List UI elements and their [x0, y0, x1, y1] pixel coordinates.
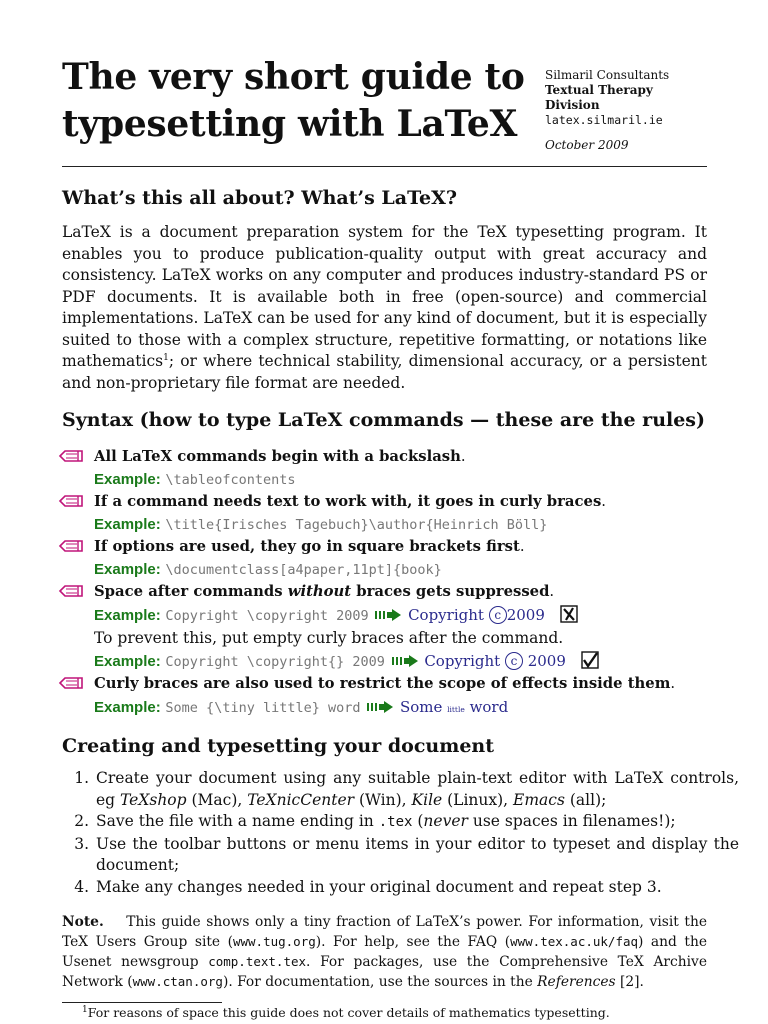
- newsgroup-link[interactable]: comp.text.tex: [208, 954, 307, 969]
- pencil-icon: [58, 539, 86, 553]
- prevent-note: To prevent this, put empty curly braces after the command.: [94, 629, 564, 647]
- page-title: The very short guide to typesetting with LaTeX: [62, 56, 525, 145]
- example-result: Some little word: [399, 697, 509, 716]
- division-name: Textual Therapy Division: [545, 83, 653, 112]
- steps-list: [62, 768, 739, 898]
- syntax-rule: Curly braces are also used to restrict the scope of effects inside them. Example: Some {\tiny little} word Some little word: [62, 673, 707, 721]
- syntax-rule: All LaTeX commands begin with a backslash. Example: \tableofcontents: [62, 446, 707, 491]
- example-label: Example:: [94, 606, 161, 624]
- about-paragraph: LaTeX is a document preparation system for the TeX typesetting program. It enables you to produce publication-quality output with great accuracy and consistency. LaTeX works on any computer and produces industry-standard PS or PDF documents. It is available both in free (open-source) and commercial implementations. LaTeX can be used for any kind of document, but it is especially suited to those with a complex structure, repetitive formatting, or notations like mathematics$^1$; or where technical stability, dimensional accuracy, or a persistent and non-proprietary file format are needed.: [62, 223, 707, 392]
- pencil-icon: [58, 449, 86, 463]
- copyright-symbol: c: [489, 606, 507, 624]
- copyright-symbol: c: [505, 652, 523, 670]
- title-rule: [62, 166, 707, 167]
- note-paragraph: Note. This guide shows only a tiny fraction of LaTeX’s power. For information, visit the TeX Users Group site (www.tug.org). For help, see the FAQ (www.tex.ac.uk/faq) and the Usenet newsgroup comp.text.tex. For packages, use the Comprehensive TeX Archive Network (www.ctan.org). For documentation, use the sources in the References [2].: [62, 914, 707, 990]
- example-label: Example:: [94, 470, 161, 488]
- example-code: \tableofcontents: [165, 471, 296, 488]
- footnote-rule: [62, 1002, 222, 1003]
- example-code: Copyright \copyright 2009: [165, 607, 369, 624]
- example-code: Copyright \copyright{} 2009: [165, 653, 385, 670]
- tug-link[interactable]: www.tug.org: [232, 934, 316, 949]
- arrow-right-icon: [367, 701, 393, 713]
- footnote: $^1$For reasons of space this guide does not cover details of mathematics typesetting.: [82, 1004, 610, 1020]
- check-box-icon: [581, 651, 599, 669]
- arrow-right-icon: [392, 655, 418, 667]
- syntax-rule: If options are used, they go in square brackets first. Example: \documentclass[a4paper,11pt]{book}: [62, 536, 707, 581]
- rule-text: If options are used, they go in square brackets first: [94, 538, 520, 555]
- syntax-rule: If a command needs text to work with, it goes in curly braces. Example: \title{Irisches Tagebuch}\author{Heinrich Böll}: [62, 491, 707, 536]
- list-item: 2. Save the file with a name ending in .tex (never use spaces in filenames!);: [94, 811, 739, 834]
- pencil-icon: [58, 494, 86, 508]
- example-label: Example:: [94, 698, 161, 716]
- list-item: 3. Use the toolbar buttons or menu items in your editor to typeset and display the document;: [94, 834, 739, 877]
- example-result: Copyright c 2009: [424, 651, 566, 670]
- example-label: Example:: [94, 560, 161, 578]
- section-heading-about: What’s this all about? What’s LaTeX?: [62, 187, 458, 209]
- example-result: Copyright c 2009: [408, 605, 545, 624]
- example-code: \documentclass[a4paper,11pt]{book}: [165, 561, 442, 578]
- rule-text: If a command needs text to work with, it goes in curly braces: [94, 493, 602, 510]
- example-label: Example:: [94, 515, 161, 533]
- ctan-link[interactable]: www.ctan.org: [132, 974, 223, 989]
- list-item: 1. Create your document using any suitable plain-text editor with LaTeX controls, eg TeXshop (Mac), TeXnicCenter (Win), Kile (Linux), Emacs (all);: [94, 768, 739, 811]
- rule-text: Curly braces are also used to restrict the scope of effects inside them: [94, 675, 671, 692]
- note-label: Note.: [62, 914, 104, 930]
- pencil-icon: [58, 676, 86, 690]
- syntax-rules-list: [62, 446, 707, 721]
- rule-text: All LaTeX commands begin with a backslash: [94, 448, 461, 465]
- cross-box-icon: [560, 605, 578, 623]
- syntax-rule: Space after commands without braces gets suppressed. Example: Copyright \copyright 2009 Copyright c 2009 To prevent this, put empty curly braces after the command. Example: Copyright \copyright{} 2009 Copyright c 2009: [62, 581, 707, 673]
- faq-link[interactable]: www.tex.ac.uk/faq: [510, 934, 639, 949]
- footnote-mark[interactable]: 1: [163, 352, 169, 363]
- author-block: [545, 68, 707, 153]
- pencil-icon: [58, 584, 86, 598]
- section-heading-creating: Creating and typesetting your document: [62, 735, 494, 757]
- company-name: Silmaril Consultants: [545, 68, 670, 82]
- publication-date: October 2009: [545, 138, 629, 152]
- example-label: Example:: [94, 652, 161, 670]
- example-code: \title{Irisches Tagebuch}\author{Heinrich Böll}: [165, 516, 548, 533]
- example-code: Some {\tiny little} word: [165, 699, 361, 716]
- section-heading-syntax: Syntax (how to type LaTeX commands — these are the rules): [62, 409, 705, 431]
- website-link[interactable]: latex.silmaril.ie: [545, 113, 663, 127]
- arrow-right-icon: [375, 609, 401, 621]
- list-item: 4. Make any changes needed in your original document and repeat step 3.: [94, 877, 739, 899]
